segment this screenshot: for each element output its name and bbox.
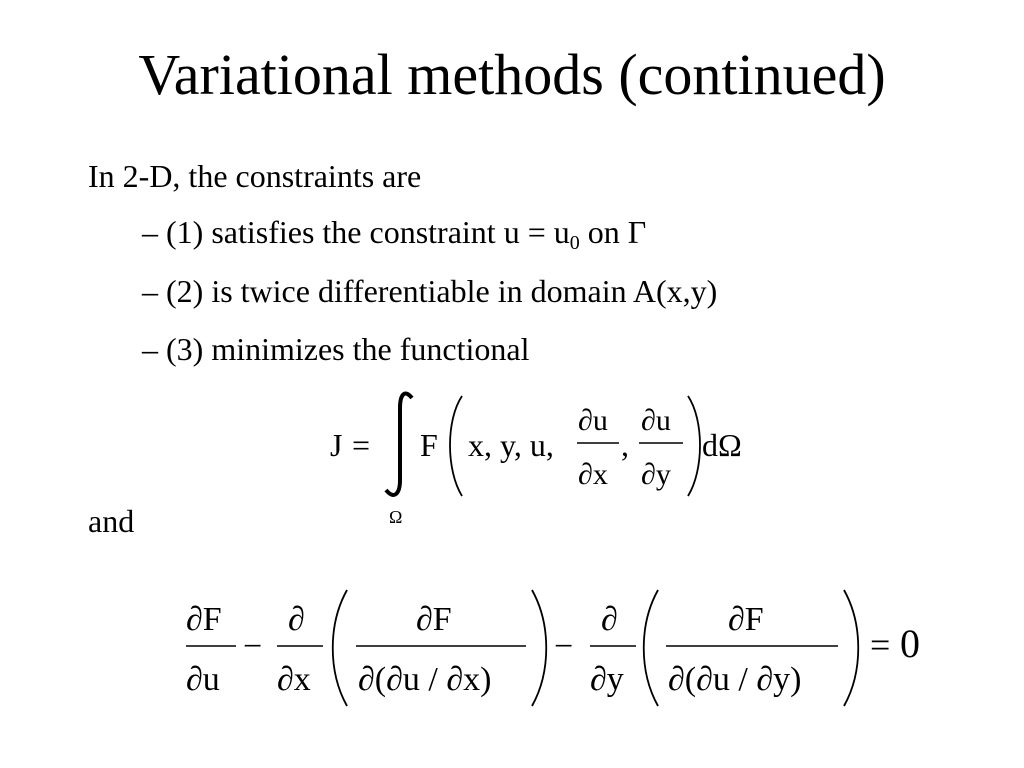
bullet-dash: – — [142, 273, 158, 309]
t3-numerator: ∂F — [416, 601, 452, 638]
t2-numerator: ∂ — [288, 601, 305, 638]
bullet-1-suffix: on Γ — [579, 214, 647, 250]
bullet-1-subscript: 0 — [569, 232, 580, 254]
t5-numerator: ∂F — [728, 601, 764, 638]
right-paren-2 — [844, 590, 858, 706]
bullet-2-text: (2) is twice differentiable in domain A(x,y) — [166, 273, 718, 309]
bullet-dash: – — [142, 214, 158, 250]
right-paren-1 — [532, 590, 546, 706]
t1-denominator: ∂u — [186, 661, 220, 698]
functional-lhs: J — [330, 427, 343, 463]
t2-denominator: ∂x — [277, 661, 311, 698]
minus-2: − — [554, 628, 574, 665]
functional-measure: dΩ — [702, 427, 742, 463]
t4-denominator: ∂y — [590, 661, 624, 698]
functional-equals: = — [352, 427, 371, 463]
minus-1: − — [243, 628, 263, 665]
t3-denominator: ∂(∂u / ∂x) — [358, 661, 492, 698]
connector-text: and — [88, 503, 135, 539]
bullet-3-text: (3) minimizes the functional — [166, 331, 530, 367]
bullet-dash: – — [142, 331, 158, 367]
t4-numerator: ∂ — [601, 601, 618, 638]
left-paren-2 — [644, 590, 658, 706]
t1-numerator: ∂F — [186, 601, 222, 638]
equals-sign: = — [870, 625, 891, 665]
slide-title: Variational methods (continued) — [138, 42, 886, 107]
left-paren-1 — [333, 590, 347, 706]
functional-comma: , — [621, 427, 629, 463]
rhs-zero: 0 — [900, 621, 920, 666]
frac1-denominator: ∂x — [578, 458, 608, 491]
t5-denominator: ∂(∂u / ∂y) — [668, 661, 802, 698]
frac2-denominator: ∂y — [641, 458, 671, 491]
functional-args: x, y, u, — [468, 427, 554, 463]
functional-function: F — [420, 427, 438, 463]
frac2-numerator: ∂u — [641, 404, 671, 437]
integral-domain-symbol: Ω — [389, 507, 403, 527]
frac1-numerator: ∂u — [578, 404, 608, 437]
bullet-1-text: (1) satisfies the constraint u = u — [166, 214, 570, 250]
intro-text: In 2-D, the constraints are — [88, 158, 422, 194]
